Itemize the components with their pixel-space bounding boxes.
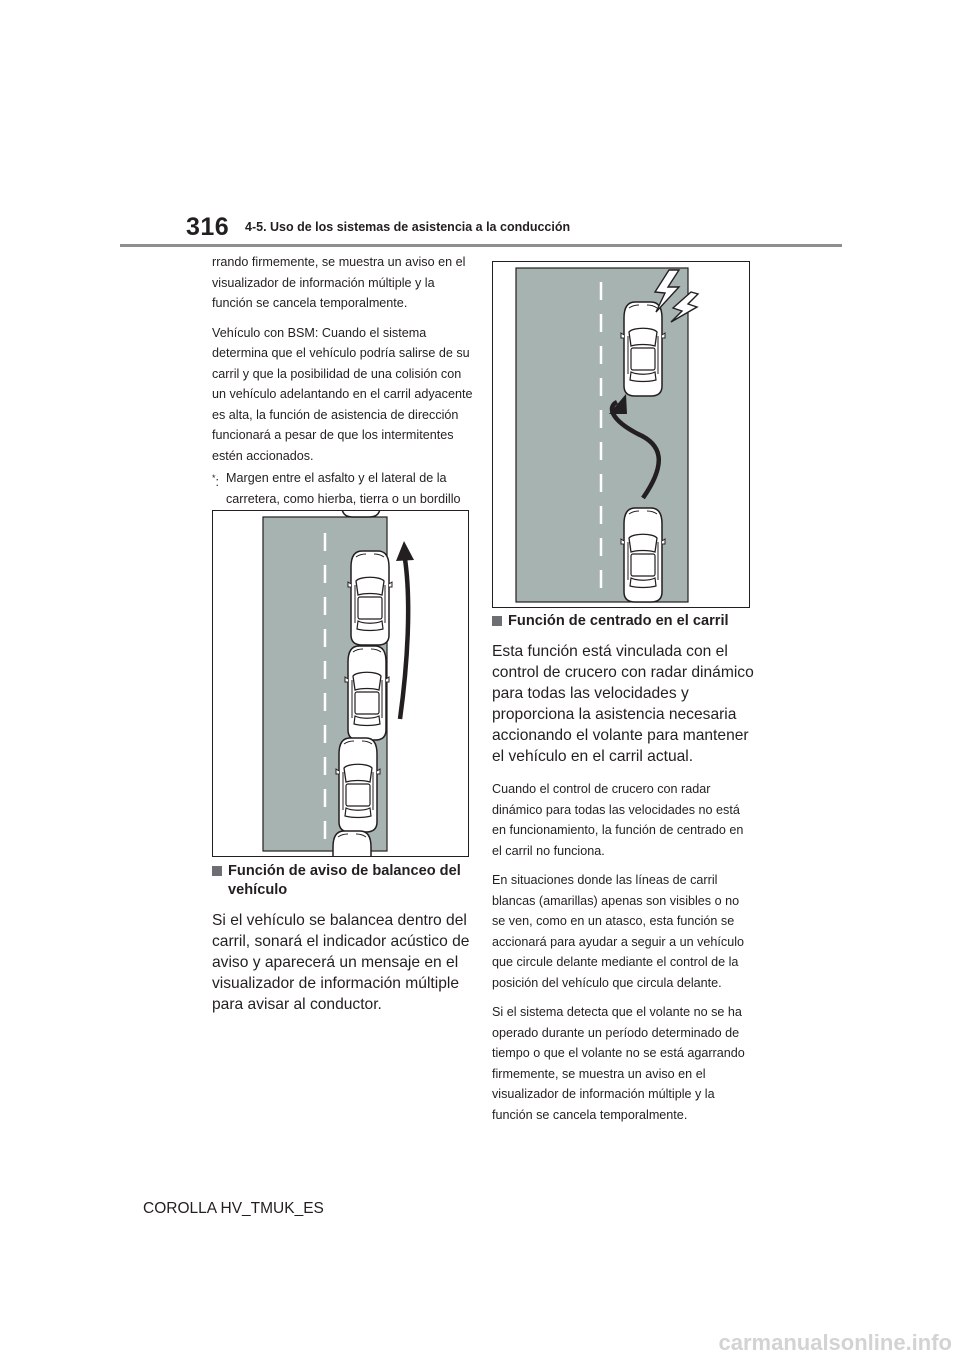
vehicle-sway-body: Si el vehículo se balancea dentro del carril, sonará el indicador acústico de aviso y aparecerá un mensaje en el visualizador de información múltiple para avisar al conductor. (212, 912, 470, 1013)
left-paragraph-bsm: Vehículo con BSM: Cuando el sistema determina que el vehículo podría salirse de su carril y que la posibilidad de una colisión con un vehículo adelantando en el carril adyacente es alta, la función de asistencia de dirección funcionará a pesar de que los intermitentes estén accionados. (212, 325, 473, 463)
footnote (212, 468, 474, 509)
left-paragraph-continuation: rrando firmemente, se muestra un aviso en el visualizador de información múltiple y la función se cancela temporalmente. (212, 255, 466, 310)
right-paragraph-radar: Cuando el control de crucero con radar dinámico para todas las velocidades no está en funcionamiento, la función de centrado en el carril no funciona. (492, 782, 744, 858)
road-lane-icon (493, 262, 749, 607)
square-bullet-icon (492, 616, 502, 626)
page-number: 316 (186, 213, 230, 241)
footnote-text: Margen entre el asfalto y el lateral de la carretera, como hierba, tierra o un bordillo (226, 471, 461, 506)
left-subsection (212, 862, 474, 1015)
header-rule (120, 244, 842, 247)
figure-lane-centering (492, 261, 750, 608)
footnote-marker: *: (212, 473, 220, 490)
curved-arrow-icon (396, 541, 414, 719)
figure-lane-departure (212, 510, 469, 857)
right-column (492, 612, 754, 1134)
vehicle-sway-heading: Función de aviso de balanceo del vehículo (212, 862, 474, 900)
road-lane-icon (213, 511, 468, 856)
right-paragraph-traffic: En situaciones donde las líneas de carril blancas (amarillas) apenas son visibles o no se ven, como en un atasco, esta función se accionará para ayudar a seguir a un vehículo que circule delante mediante el control de la posición del vehículo que circula delante. (492, 873, 745, 990)
watermark: carmanualsonline.info (718, 1330, 952, 1355)
right-paragraph-steering: Si el sistema detecta que el volante no se ha operado durante un período determinado de tiempo o que el volante no se está agarrando firmemente, se muestra un aviso en el visualizador de información múltiple y la función se cancela temporalmente. (492, 1005, 745, 1122)
lane-centering-heading: Función de centrado en el carril (492, 612, 754, 631)
left-column (212, 252, 474, 509)
section-title: 4-5. Uso de los sistemas de asistencia a la conducción (245, 220, 571, 234)
square-bullet-icon (212, 866, 222, 876)
lane-centering-body: Esta función está vinculada con el control de crucero con radar dinámico para todas las velocidades y proporciona la asistencia necesaria accionando el volante para mantener el vehículo en el carril actual. (492, 643, 754, 765)
document-id: COROLLA HV_TMUK_ES (143, 1200, 324, 1217)
